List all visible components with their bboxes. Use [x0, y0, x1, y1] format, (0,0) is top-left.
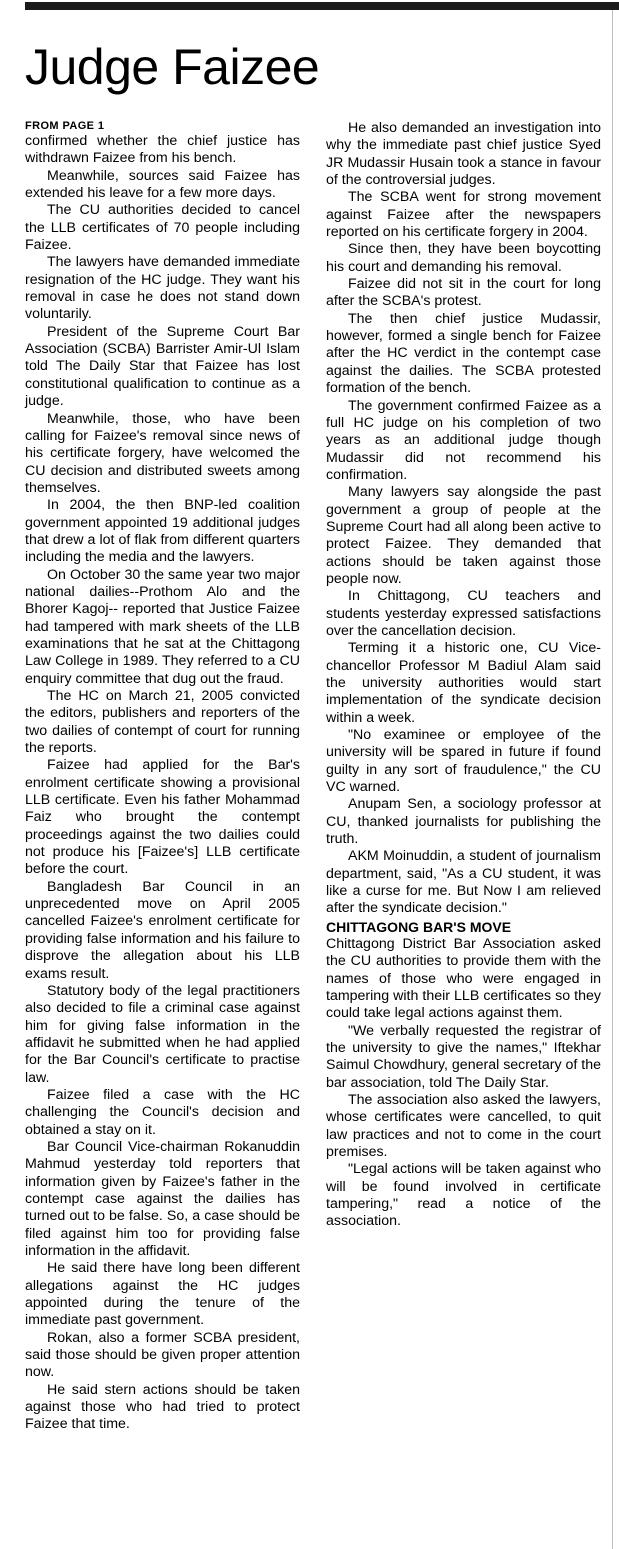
paragraph: President of the Supreme Court Bar Association (SCBA) Barrister Amir-Ul Islam told The Daily Star that Faizee has lost constitutional qualification to continue as a judge. [25, 323, 300, 410]
paragraph: Many lawyers say alongside the past government a group of people at the Supreme Court had all along been active to protect Faizee. They demanded that actions should be taken against those people now. [326, 484, 601, 587]
paragraph: Faizee filed a case with the HC challenging the Council's decision and obtained a stay on it. [25, 1086, 300, 1138]
paragraph: The lawyers have demanded immediate resignation of the HC judge. They want his removal in case he does not stand down voluntarily. [25, 254, 300, 323]
paragraph: Meanwhile, sources said Faizee has extended his leave for a few more days. [25, 167, 300, 202]
paragraph: Statutory body of the legal practitioners also decided to file a criminal case against him for giving false information in the affidavit he submitted when he had applied for the Bar Council's certificate to practise law. [25, 982, 300, 1086]
paragraph: Bar Council Vice-chairman Rokanuddin Mahmud yesterday told reporters that information given by Faizee's father in the contempt case against the dailies has turned out to be false. So, a case should be filed against him too for providing false information in the affidavit. [25, 1138, 300, 1259]
paragraph: Anupam Sen, a sociology professor at CU, thanked journalists for publishing the truth. [326, 796, 601, 848]
paragraph: In Chittagong, CU teachers and students yesterday expressed satisfactions over the cancellation decision. [326, 588, 601, 639]
paragraph: Faizee did not sit in the court for long after the SCBA's protest. [326, 276, 601, 310]
paragraph: The government confirmed Faizee as a full HC judge on his completion of two years as an additional judge though Mudassir did not recommend his confirmation. [326, 397, 601, 483]
paragraph: "Legal actions will be taken against who will be found involved in certificate tampering," read a notice of the association. [326, 1161, 601, 1230]
paragraph: The SCBA went for strong movement against Faizee after the newspapers reported on his certificate forgery in 2004. [326, 189, 601, 241]
paragraph: Rokan, also a former SCBA president, said those should be given proper attention now. [25, 1329, 300, 1381]
paragraph: On October 30 the same year two major national dailies--Prothom Alo and the Bhorer Kagoj-- reported that Justice Faizee had tampered with mark sheets of the LLB examinations that he sat at the Chittagong Law College in 1989. They referred to a CU enquiry committee that dug out the fraud. [25, 566, 300, 687]
headline: Judge Faizee [25, 39, 320, 95]
paragraph: The CU authorities decided to cancel the LLB certificates of 70 people including Faizee. [25, 202, 300, 254]
right-column [326, 120, 601, 1231]
page-edge-rule [612, 10, 613, 1549]
subhead: CHITTAGONG BAR'S MOVE [326, 918, 512, 935]
top-rule [25, 2, 619, 10]
paragraph: The then chief justice Mudassir, however, formed a single bench for Faizee after the HC verdict in the contempt case against the dailies. The SCBA protested formation of the bench. [326, 310, 601, 397]
paragraph: confirmed whether the chief justice has withdrawn Faizee from his bench. [25, 133, 300, 167]
paragraph: The HC on March 21, 2005 convicted the editors, publishers and reporters of the two dailies of contempt of court for running the reports. [25, 688, 300, 757]
paragraph: Since then, they have been boycotting his court and demanding his removal. [326, 241, 601, 275]
paragraph: In 2004, the then BNP-led coalition government appointed 19 additional judges that drew a lot of flak from different quarters including the media and the lawyers. [25, 497, 300, 566]
kicker: FROM PAGE 1 [25, 120, 105, 132]
paragraph: The association also asked the lawyers, whose certificates were cancelled, to quit law practices and not to come in the court premises. [326, 1091, 601, 1160]
paragraph: He said stern actions should be taken against those who had tried to protect Faizee that time. [25, 1381, 300, 1433]
paragraph: Chittagong District Bar Association asked the CU authorities to provide them with the names of those who were engaged in tampering with their LLB certificates so they could take legal actions against them. [326, 935, 601, 1022]
left-column [25, 120, 300, 1434]
paragraph: "We verbally requested the registrar of the university to give the names," Iftekhar Saimul Chowdhury, general secretary of the bar association, told The Daily Star. [326, 1022, 601, 1091]
paragraph: "No examinee or employee of the university will be spared in future if found guilty in any sort of fraudulence," the CU VC warned. [326, 727, 601, 796]
paragraph: He said there have long been different allegations against the HC judges appointed during the tenure of the immediate past government. [25, 1260, 300, 1329]
paragraph: Faizee had applied for the Bar's enrolment certificate showing a provisional LLB certificate. Even his father Mohammad Faiz who brought the contempt proceedings against the two dailies could not produce his [Faizee's] LLB certificate before the court. [25, 757, 300, 878]
paragraph: Meanwhile, those, who have been calling for Faizee's removal since news of his certificate forgery, have welcomed the CU decision and distributed sweets among themselves. [25, 410, 300, 496]
paragraph: Terming it a historic one, CU Vice-chancellor Professor M Badiul Alam said the university authorities would start implementation of the syndicate decision within a week. [326, 640, 601, 726]
paragraph: He also demanded an investigation into why the immediate past chief justice Syed JR Mudassir Husain took a stance in favour of the controversial judges. [326, 120, 601, 189]
paragraph: Bangladesh Bar Council in an unprecedented move on April 2005 cancelled Faizee's enrolment certificate for providing false information and his failure to disprove the allegation about his LLB exams result. [25, 878, 300, 982]
paragraph: AKM Moinuddin, a student of journalism department, said, "As a CU student, it was like a curse for me. But Now I am relieved after the syndicate decision." [326, 848, 601, 917]
